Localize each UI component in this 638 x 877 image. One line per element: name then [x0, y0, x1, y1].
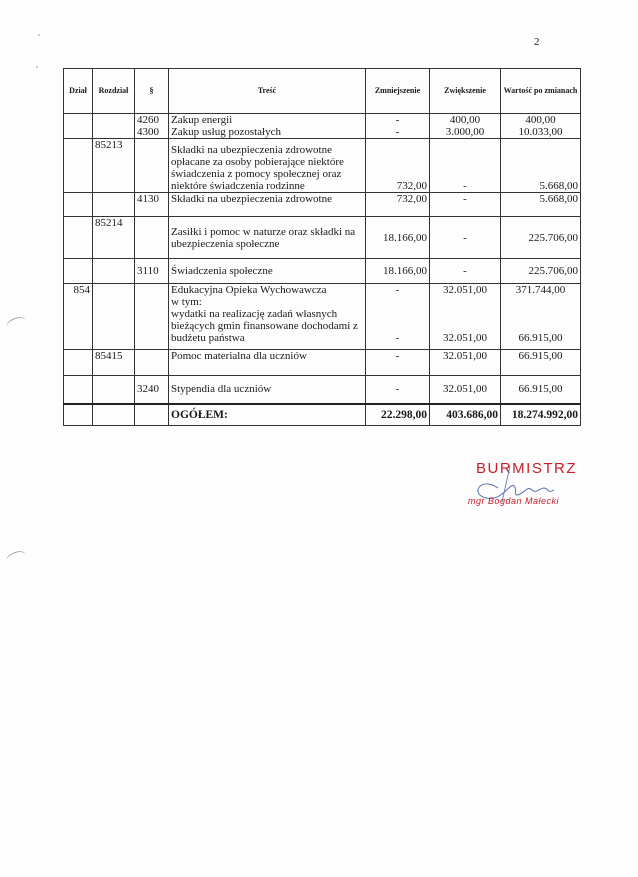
cell-wartosc: 66.915,00 [501, 376, 581, 404]
total-wartosc: 18.274.992,00 [501, 404, 581, 426]
cell-paragraf [135, 217, 169, 259]
cell-dzial [64, 114, 93, 139]
cell-rozdzial [93, 284, 135, 350]
cell-zwiekszenie: - [430, 217, 501, 259]
cell-rozdzial [93, 404, 135, 426]
table-row [64, 114, 581, 139]
cell-tresc: Zasiłki i pomoc w naturze oraz składki na ubezpieczenia społeczne [169, 217, 366, 259]
cell-zwiekszenie: - [430, 139, 501, 193]
cell-zwiekszenie: 32.051,00 32.051,00 [430, 284, 501, 350]
header-tresc: Treść [169, 69, 366, 114]
cell-zmniejszenie: 732,00 [366, 139, 430, 193]
cell-zmniejszenie: - [366, 350, 430, 376]
cell-zwiekszenie: - [430, 193, 501, 217]
header-dzial: Dział [64, 69, 93, 114]
cell-paragraf: 4260 4300 [135, 114, 169, 139]
table-row [64, 350, 581, 376]
total-row [64, 404, 581, 426]
budget-table [63, 68, 581, 426]
cell-paragraf [135, 139, 169, 193]
cell-paragraf [135, 350, 169, 376]
table-row [64, 376, 581, 404]
cell-tresc: Świadczenia społeczne [169, 259, 366, 284]
cell-wartosc: 400,00 10.033,00 [501, 114, 581, 139]
cell-wartosc: 5.668,00 [501, 139, 581, 193]
cell-paragraf [135, 404, 169, 426]
cell-zwiekszenie: 32.051,00 [430, 350, 501, 376]
cell-zwiekszenie: 32.051,00 [430, 376, 501, 404]
cell-rozdzial [93, 376, 135, 404]
cell-zmniejszenie: - - [366, 114, 430, 139]
cell-paragraf: 4130 [135, 193, 169, 217]
cell-dzial [64, 259, 93, 284]
cell-rozdzial [93, 193, 135, 217]
cell-dzial [64, 139, 93, 193]
cell-dzial [64, 193, 93, 217]
cell-tresc: Składki na ubezpieczenia zdrowotne opłacane za osoby pobierające niektóre świadczenia z pomocy społecznej oraz niektóre świadczenia rodzinne [169, 139, 366, 193]
cell-tresc: Składki na ubezpieczenia zdrowotne [169, 193, 366, 217]
cell-zmniejszenie: - [366, 376, 430, 404]
cell-dzial [64, 376, 93, 404]
cell-paragraf: 3240 [135, 376, 169, 404]
cell-tresc: Stypendia dla uczniów [169, 376, 366, 404]
total-zmniejszenie: 22.298,00 [366, 404, 430, 426]
scan-speck [38, 34, 40, 36]
cell-rozdzial: 85214 [93, 217, 135, 259]
punch-hole-mark [5, 549, 28, 566]
page-number: 2 [534, 36, 540, 48]
cell-tresc: Edukacyjna Opieka Wychowawcza w tym: wydatki na realizację zadań własnych bieżących gmin finansowane dochodami z budżetu państwa [169, 284, 366, 350]
header-row [64, 69, 581, 114]
table-row [64, 217, 581, 259]
cell-zwiekszenie: 400,00 3.000,00 [430, 114, 501, 139]
cell-rozdzial [93, 259, 135, 284]
cell-zwiekszenie: - [430, 259, 501, 284]
cell-wartosc: 66.915,00 [501, 350, 581, 376]
cell-rozdzial [93, 114, 135, 139]
cell-zmniejszenie: - - [366, 284, 430, 350]
cell-wartosc: 225.706,00 [501, 217, 581, 259]
cell-zmniejszenie: 732,00 [366, 193, 430, 217]
cell-dzial [64, 404, 93, 426]
cell-dzial [64, 217, 93, 259]
cell-zmniejszenie: 18.166,00 [366, 259, 430, 284]
header-rozdzial: Rozdział [93, 69, 135, 114]
cell-zmniejszenie: 18.166,00 [366, 217, 430, 259]
stamp-title: BURMISTRZ [476, 460, 577, 477]
handwritten-signature [440, 458, 600, 518]
scan-speck [36, 66, 38, 68]
table-row [64, 284, 581, 350]
cell-wartosc: 371.744,00 66.915,00 [501, 284, 581, 350]
total-label: OGÓŁEM: [169, 404, 366, 426]
table-row [64, 259, 581, 284]
header-wartosc: Wartość po zmianach [501, 69, 581, 114]
cell-rozdzial: 85415 [93, 350, 135, 376]
table-row [64, 193, 581, 217]
cell-rozdzial: 85213 [93, 139, 135, 193]
cell-tresc: Zakup energii Zakup usług pozostałych [169, 114, 366, 139]
total-zwiekszenie: 403.686,00 [430, 404, 501, 426]
mayor-stamp [440, 458, 600, 518]
cell-dzial [64, 350, 93, 376]
header-zmniejszenie: Zmniejszenie [366, 69, 430, 114]
header-paragraf: § [135, 69, 169, 114]
cell-wartosc: 5.668,00 [501, 193, 581, 217]
cell-paragraf [135, 284, 169, 350]
cell-dzial: 854 [64, 284, 93, 350]
cell-tresc: Pomoc materialna dla uczniów [169, 350, 366, 376]
cell-paragraf: 3110 [135, 259, 169, 284]
stamp-name: mgr Bogdan Małecki [468, 496, 560, 506]
header-zwiekszenie: Zwiększenie [430, 69, 501, 114]
table-row [64, 139, 581, 193]
punch-hole-mark [5, 315, 28, 332]
cell-wartosc: 225.706,00 [501, 259, 581, 284]
